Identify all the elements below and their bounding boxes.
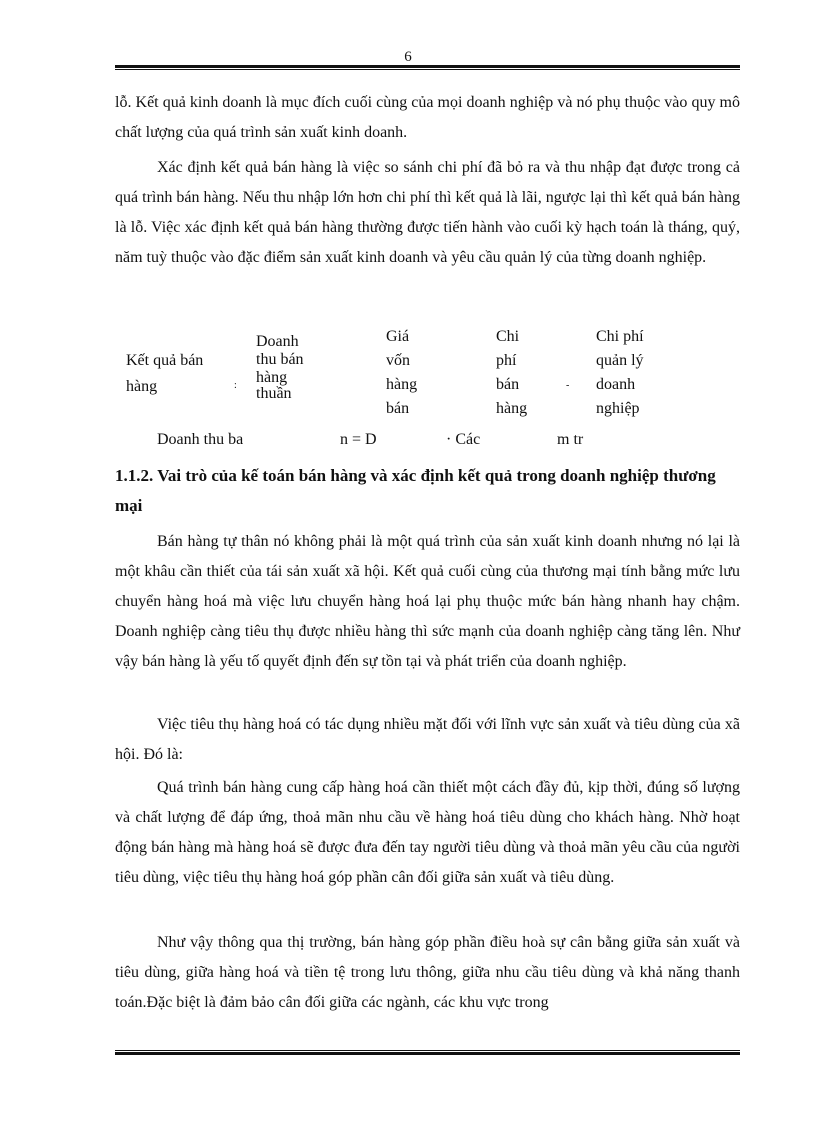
paragraph-2: Xác định kết quả bán hàng là việc so sánh chi phí đã bỏ ra và thu nhập đạt được trong cả quá trình bán hàng. Nếu thu nhập lớn hơn chi phí thì kết quả là lãi, ngược lại thì kết quả bán hàng là lỗ. Việc xác định kết quả bán hàng thường được tiến hành vào cuối kỳ hạch toán là tháng, quý, năm tuỳ thuộc vào đặc điểm sản xuất kinh doanh và yêu cầu quản lý của từng doanh nghiệp. xyxy=(115,159,740,266)
formula-selling-l4: hàng xyxy=(496,400,528,417)
formula-admin xyxy=(596,325,644,421)
formula-cogs xyxy=(386,325,417,421)
formula-partial-d: m tr xyxy=(557,431,584,448)
formula-selling xyxy=(496,325,527,421)
formula-admin-l2: quản lý xyxy=(596,352,644,369)
formula-revenue-l4: thuần xyxy=(256,385,292,402)
formula-equals-sign: : xyxy=(234,380,237,391)
formula-admin-l3: doanh xyxy=(596,376,636,393)
header-rule-thin xyxy=(115,69,740,70)
formula-result-label xyxy=(126,348,203,400)
paragraph-6: Như vậy thông qua thị trường, bán hàng góp phần điều hoà sự cân bằng giữa sản xuất và tiêu dùng, giữa hàng hoá và tiền tệ trong lưu thông, giữa nhu cầu tiêu dùng và khả năng thanh toán.Đặc biệt là đảm bảo cân đối giữa các ngành, các khu vực trong xyxy=(115,934,740,1011)
formula-result-line2: hàng xyxy=(126,378,158,395)
section-heading: 1.1.2. Vai trò của kế toán bán hàng và xác định kết quả trong doanh nghiệp thương mại xyxy=(115,466,716,515)
formula-result-line1: Kết quả bán xyxy=(126,352,204,369)
formula-partial-c: · Các xyxy=(446,431,481,448)
formula-revenue-l2: thu bán xyxy=(256,351,304,368)
formula-admin-l4: nghiệp xyxy=(596,400,640,417)
footer-rule-thick xyxy=(115,1052,740,1055)
paragraph-3: Bán hàng tự thân nó không phải là một quá trình của sản xuất kinh doanh nhưng nó lại là một khâu cần thiết của tái sản xuất xã hội. Kết quả cuối cùng của thương mại tính bằng mức lưu chuyển hàng hoá mà việc lưu chuyển hàng hoá lại phụ thuộc mức bán hàng nhanh hay chậm. Doanh nghiệp càng tiêu thụ được nhiều hàng thì sức mạnh của doanh nghiệp càng tăng lên. Như vậy bán hàng là yếu tố quyết định đến sự tồn tại và phát triển của doanh nghiệp. xyxy=(115,533,740,670)
formula-revenue-l3: hàng xyxy=(256,369,288,386)
formula-minus-sign: - xyxy=(566,380,570,391)
paragraph-5: Quá trình bán hàng cung cấp hàng hoá cần thiết một cách đầy đủ, kịp thời, đúng số lượng và chất lượng để đáp ứng, thoả mãn nhu cầu về hàng hoá tiêu dùng cho khách hàng. Nhờ hoạt động bán hàng mà hàng hoá sẽ được đưa đến tay người tiêu dùng và thoả mãn yêu cầu của người tiêu dùng, việc tiêu thụ hàng hoá góp phần cân đối giữa sản xuất và tiêu dùng. xyxy=(115,779,740,886)
formula-selling-l3: bán xyxy=(496,376,520,393)
formula-partial-line xyxy=(0,428,816,452)
formula-admin-l1: Chi phí xyxy=(596,328,644,345)
page-number: 6 xyxy=(404,49,412,65)
formula-partial-a: Doanh thu ba xyxy=(157,431,244,448)
formula-selling-l2: phí xyxy=(496,352,517,369)
formula-cogs-l1: Giá xyxy=(386,328,410,345)
formula-cogs-l3: hàng xyxy=(386,376,418,393)
formula-revenue xyxy=(256,334,304,402)
footer-rule-thin xyxy=(115,1050,740,1051)
header-rule-thick xyxy=(115,65,740,68)
paragraph-4: Việc tiêu thụ hàng hoá có tác dụng nhiều mặt đối với lĩnh vực sản xuất và tiêu dùng của xã hội. Đó là: xyxy=(115,716,740,763)
formula-revenue-l1: Doanh xyxy=(256,333,299,350)
paragraph-1: lỗ. Kết quả kinh doanh là mục đích cuối cùng của mọi doanh nghiệp và nó phụ thuộc vào quy mô chất lượng của quá trình sản xuất kinh doanh. xyxy=(115,94,740,141)
formula-cogs-l4: bán xyxy=(386,400,410,417)
formula-partial-b: n = D xyxy=(340,431,377,448)
formula-selling-l1: Chi xyxy=(496,328,520,345)
formula-cogs-l2: vốn xyxy=(386,352,410,369)
